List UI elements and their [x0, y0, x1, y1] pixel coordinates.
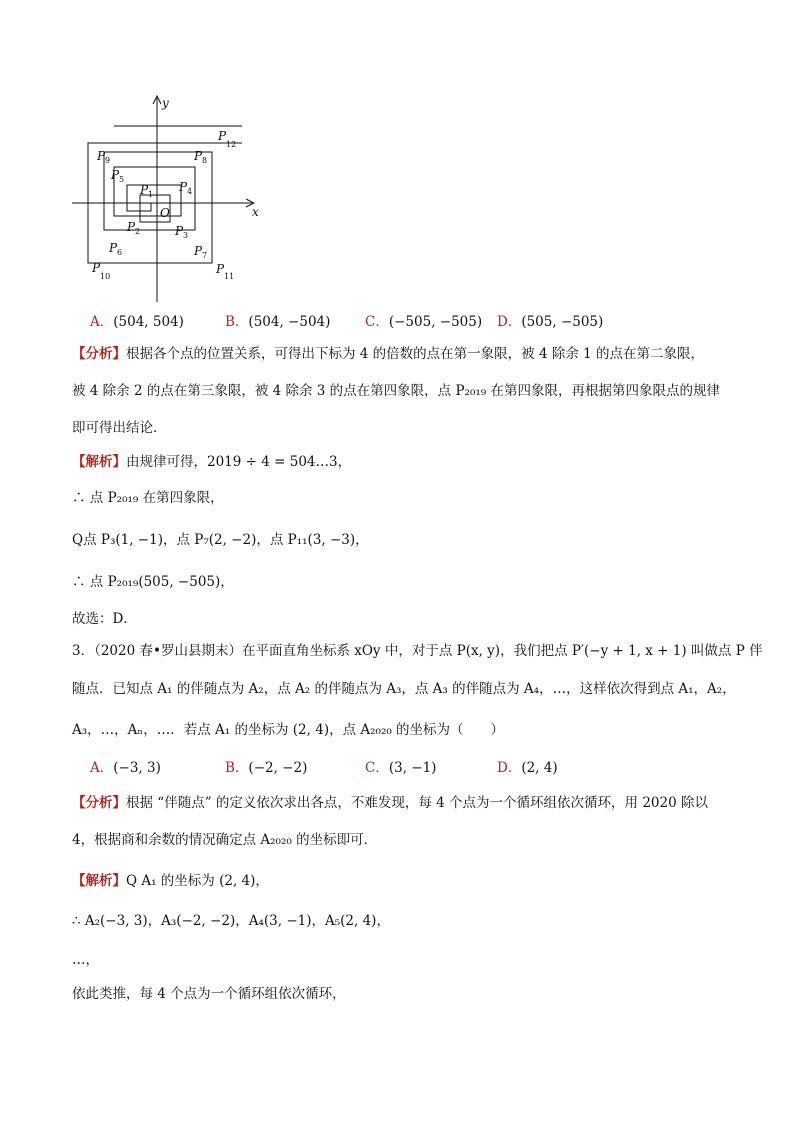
label-p8: [193, 149, 207, 165]
q3-solution-tag: 【解析】: [72, 873, 126, 889]
q3-solution-text-1: Q A₁ 的坐标为 (2, 4)，: [126, 873, 269, 889]
q3-option-d-label: D．: [497, 760, 522, 776]
q2-option-a-label: A．: [90, 314, 114, 330]
q3-option-c: [365, 759, 436, 777]
q3-stem-line-1: 3．（2020 春•罗山县期末）在平面直角坐标系 xOy 中，对于点 P(x, y)，我们把点 P′(−y + 1, x + 1) 叫做点 P 伴: [72, 643, 763, 659]
q2-solution-line-2: ∴ 点 P₂₀₁₉ 在第四象限，: [72, 490, 224, 506]
svg-text:8: 8: [202, 156, 208, 165]
svg-text:5: 5: [119, 175, 125, 184]
label-p5: [110, 168, 124, 184]
q3-option-c-value: (3, −1): [388, 760, 437, 776]
svg-text:6: 6: [117, 248, 123, 257]
label-p3: [174, 224, 188, 240]
q2-solution-line-1: [72, 453, 351, 471]
svg-text:P: P: [111, 168, 120, 182]
q3-analysis-line-2: 4，根据商和余数的情况确定点 A₂₀₂₀ 的坐标即可．: [72, 832, 378, 848]
svg-text:12: 12: [226, 140, 237, 149]
q2-solution-line-3: Q点 P₃(1, −1)，点 P₇(2, −2)，点 P₁₁(3, −3)，: [72, 532, 369, 548]
q2-option-c-label: C．: [365, 314, 389, 330]
label-p4: [178, 180, 192, 196]
svg-text:11: 11: [224, 272, 235, 281]
label-p11: [215, 262, 234, 281]
q3-option-a-value: (−3, 3): [113, 760, 161, 776]
q3-analysis-text-1: 根据 “伴随点” 的定义依次求出各点，不难发现，每 4 个点为一个循环组依次循环，用 2020 除以: [126, 795, 708, 811]
q2-analysis-text-1: 根据各个点的位置关系，可得出下标为 4 的倍数的点在第一象限，被 4 除余 1 的点在第二象限，: [126, 346, 705, 362]
label-p9: [96, 149, 110, 165]
q2-solution-text-1: 由规律可得，2019 ÷ 4 = 504…3，: [126, 454, 352, 470]
q2-option-b-value: (504, −504): [248, 314, 331, 330]
q2-analysis-tag: 【分析】: [72, 346, 126, 362]
svg-text:P: P: [127, 220, 136, 234]
q2-option-d-value: (505, −505): [521, 314, 604, 330]
y-axis-label: y: [162, 96, 169, 110]
q3-option-b: [225, 759, 307, 777]
svg-text:P: P: [194, 244, 203, 258]
svg-text:7: 7: [202, 251, 208, 260]
q2-option-b: [225, 313, 330, 331]
q2-solution-tag: 【解析】: [72, 454, 126, 470]
q3-solution-line-4: 依此类推，每 4 个点为一个循环组依次循环，: [72, 986, 346, 1002]
q3-option-a-label: A．: [90, 760, 114, 776]
svg-text:1: 1: [148, 190, 154, 199]
q3-stem-line-3: A₃，…，Aₙ，…．若点 A₁ 的坐标为 (2, 4)，点 A₂₀₂₀ 的坐标为（ ）: [72, 722, 505, 738]
svg-text:4: 4: [187, 187, 193, 196]
q3-analysis-tag: 【分析】: [72, 795, 126, 811]
svg-text:P: P: [140, 183, 149, 197]
q2-analysis-line-1: [72, 345, 704, 363]
q3-option-a: [90, 759, 161, 777]
svg-text:P: P: [216, 262, 225, 276]
svg-text:3: 3: [183, 231, 189, 240]
q3-option-b-value: (−2, −2): [248, 760, 308, 776]
label-p12: [217, 129, 236, 149]
svg-text:P: P: [194, 149, 203, 163]
origin-label: O: [160, 206, 170, 220]
q2-option-b-label: B．: [225, 314, 249, 330]
label-p7: [193, 244, 207, 260]
q3-option-c-label: C．: [365, 760, 389, 776]
coordinate-spiral-figure: [70, 90, 270, 305]
svg-text:P: P: [97, 149, 106, 163]
q3-stem-line-2: 随点．已知点 A₁ 的伴随点为 A₂，点 A₂ 的伴随点为 A₃，点 A₃ 的伴随点为 A₄，…，这样依次得到点 A₁，A₂，: [72, 681, 736, 697]
q2-analysis-line-2: 被 4 除余 2 的点在第三象限，被 4 除余 3 的点在第四象限，点 P₂₀₁₉ 在第四象限，再根据第四象限点的规律: [72, 383, 720, 399]
x-axis-label: x: [252, 205, 259, 219]
q2-option-d: [497, 313, 603, 331]
q3-option-b-label: B．: [225, 760, 249, 776]
svg-text:P: P: [179, 180, 188, 194]
q2-option-a-value: (504, 504): [113, 314, 184, 330]
q2-option-a: [90, 313, 184, 331]
q2-option-c-value: (−505, −505): [388, 314, 483, 330]
q2-analysis-line-3: 即可得出结论．: [72, 420, 167, 436]
q2-solution-line-4: ∴ 点 P₂₀₁₉(505, −505)，: [72, 574, 234, 590]
svg-text:10: 10: [100, 272, 111, 281]
label-p2: [126, 220, 140, 236]
svg-text:2: 2: [135, 227, 141, 236]
q3-solution-line-2: ∴ A₂(−3, 3)，A₃(−2, −2)，A₄(3, −1)，A₅(2, 4)，: [72, 913, 390, 929]
q2-answer: 故选：D．: [72, 611, 137, 627]
svg-text:P: P: [109, 241, 118, 255]
label-p10: [91, 261, 110, 281]
svg-text:P: P: [175, 224, 184, 238]
svg-text:9: 9: [105, 156, 111, 165]
q3-solution-line-1: [72, 872, 269, 890]
q3-option-d: [497, 759, 558, 777]
q3-option-d-value: (2, 4): [521, 760, 558, 776]
q2-option-d-label: D．: [497, 314, 522, 330]
svg-text:P: P: [218, 129, 227, 143]
label-p6: [108, 241, 122, 257]
svg-text:P: P: [92, 261, 101, 275]
q2-option-c: [365, 313, 482, 331]
q3-analysis-line-1: [72, 794, 708, 812]
q3-solution-line-3: …，: [72, 952, 99, 968]
